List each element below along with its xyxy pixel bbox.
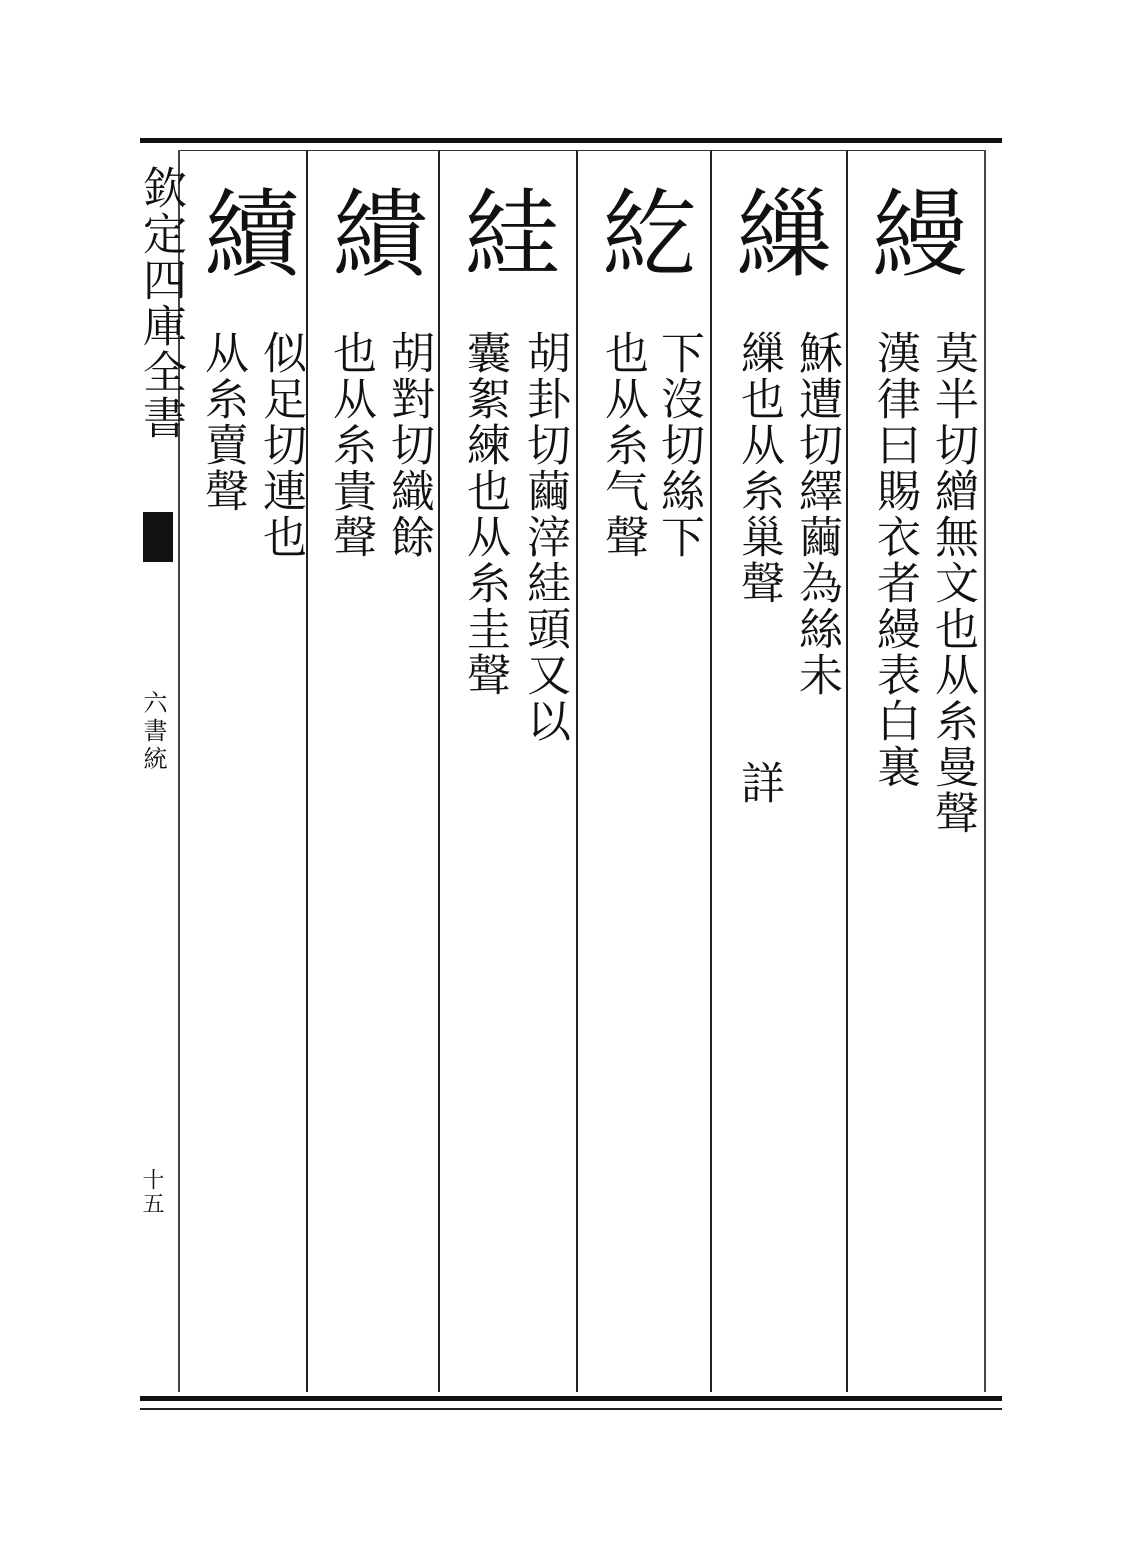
bottom-border bbox=[140, 1396, 1002, 1401]
seal-character: 紇 bbox=[602, 179, 698, 291]
entry-column bbox=[184, 160, 316, 1380]
book-title: 欽定四庫全書 bbox=[135, 165, 186, 441]
seal-character: 絓 bbox=[464, 179, 560, 291]
bottom-inner-border bbox=[140, 1408, 1002, 1410]
annotation-line: 漢律曰賜衣者縵表白裏 bbox=[869, 330, 920, 790]
seal-character: 繢 bbox=[332, 179, 428, 291]
entry-column bbox=[852, 160, 984, 1380]
annotation-line: 下沒切絲下 bbox=[653, 330, 704, 560]
annotation-line: 囊絮練也从糸圭聲 bbox=[459, 330, 510, 698]
entry-column bbox=[312, 160, 444, 1380]
annotation-line: 胡卦切繭滓絓頭又以 bbox=[519, 330, 570, 744]
top-inner-border bbox=[180, 150, 985, 151]
seal-character: 繅 bbox=[736, 179, 832, 291]
top-border bbox=[140, 138, 1002, 143]
annotation-line: 也从糸气聲 bbox=[597, 330, 648, 560]
column-rule bbox=[576, 150, 578, 1392]
entry-column bbox=[582, 160, 714, 1380]
annotation-line: 繅也从糸巢聲 bbox=[733, 330, 784, 606]
page-number: 十五 bbox=[139, 1168, 164, 1216]
annotation-line: 从糸賣聲 bbox=[197, 330, 248, 514]
fish-tail-mark bbox=[143, 512, 173, 562]
section-title: 六書統 bbox=[139, 690, 167, 774]
annotation-line: 莫半切繒無文也从糸曼聲 bbox=[927, 330, 978, 836]
annotation-line: 似足切連也 bbox=[255, 330, 306, 560]
annotation-line: 胡對切織餘 bbox=[383, 330, 434, 560]
annotation-line: 詳 bbox=[733, 760, 784, 806]
seal-character: 縵 bbox=[872, 179, 968, 291]
annotation-line: 穌遭切繹繭為絲未 bbox=[791, 330, 842, 698]
entry-column bbox=[444, 160, 576, 1380]
entry-column bbox=[716, 160, 848, 1380]
annotation-line: 也从糸貴聲 bbox=[325, 330, 376, 560]
right-rule bbox=[984, 150, 986, 1392]
seal-character: 續 bbox=[204, 179, 300, 291]
